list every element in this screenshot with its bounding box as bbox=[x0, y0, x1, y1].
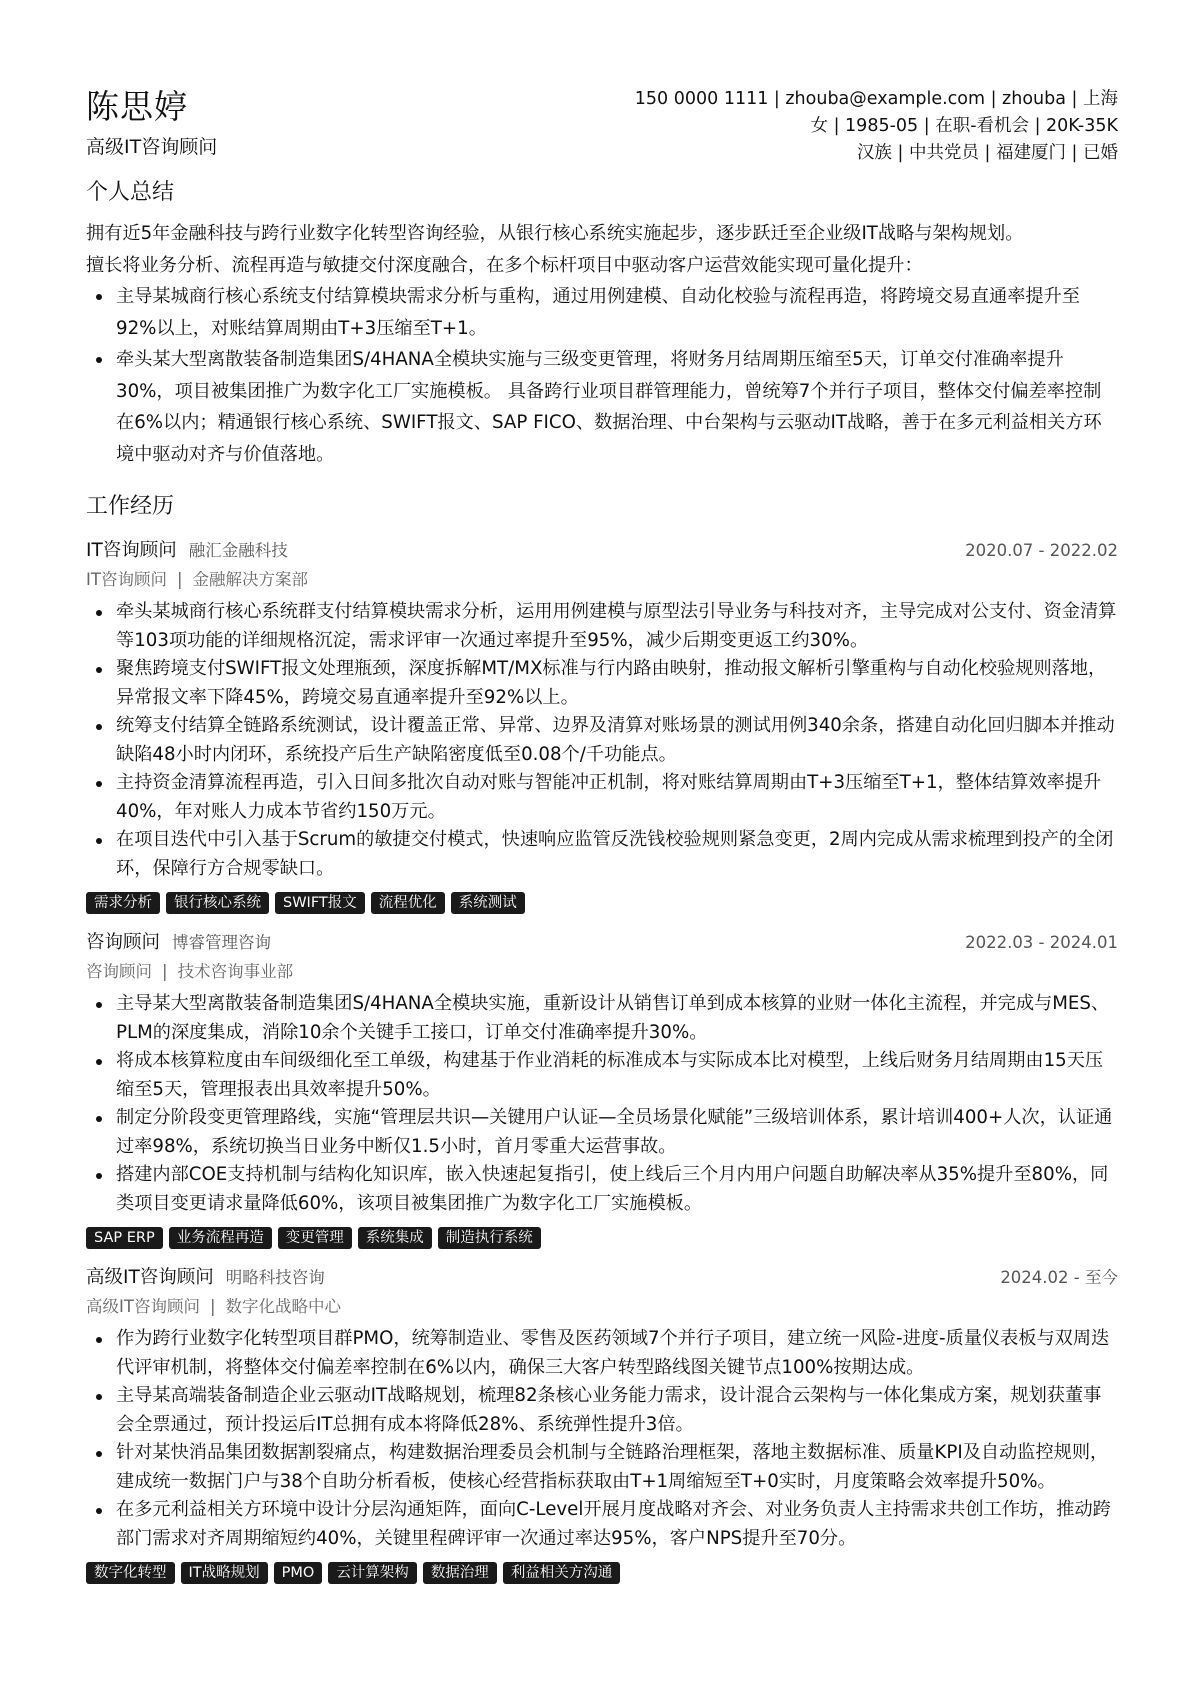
job-header bbox=[86, 928, 1118, 958]
job-bullet: 在多元利益相关方环境中设计分层沟通矩阵，面向C-Level开展月度战略对齐会、对业务负责人主持需求共创工作坊，推动跨部门需求对齐周期缩短约40%，关键里程碑评审一次通过率达95%，客户NPS提升至70分。 bbox=[86, 1496, 1118, 1553]
skill-tag: PMO bbox=[274, 1562, 323, 1584]
skill-tag: 系统集成 bbox=[358, 1227, 432, 1249]
skill-tag: 业务流程再造 bbox=[169, 1227, 272, 1249]
job-entry bbox=[86, 536, 1118, 914]
job-bullet: 统筹支付结算全链路系统测试，设计覆盖正常、异常、边界及清算对账场景的测试用例340余条，搭建自动化回归脚本并推动缺陷48小时内闭环，系统投产后生产缺陷密度低至0.08个/千功能点。 bbox=[86, 712, 1118, 769]
job-bullet: 将成本核算粒度由车间级细化至工单级，构建基于作业消耗的标准成本与实际成本比对模型，上线后财务月结周期由15天压缩至5天，管理报表出具效率提升50%。 bbox=[86, 1047, 1118, 1104]
summary-paragraph: 擅长将业务分析、流程再造与敏捷交付深度融合，在多个标杆项目中驱动客户运营效能实现可量化提升： bbox=[86, 254, 923, 276]
job-bullets bbox=[86, 1325, 1118, 1553]
job-bullet: 在项目迭代中引入基于Scrum的敏捷交付模式，快速响应监管反洗钱校验规则紧急变更，2周内完成从需求梳理到投产的全闭环，保障行方合规零缺口。 bbox=[86, 826, 1118, 883]
job-title: 咨询顾问 bbox=[86, 932, 161, 953]
summary-paragraph: 拥有近5年金融科技与跨行业数字化转型咨询经验，从银行核心系统实施起步，逐步跃迁至企业级IT战略与架构规划。 bbox=[86, 223, 1024, 244]
job-date: 2020.07 - 2022.02 bbox=[965, 541, 1118, 560]
skill-tag: 需求分析 bbox=[86, 892, 160, 914]
contact-line: 汉族 | 中共党员 | 福建厦门 | 已婚 bbox=[856, 143, 1118, 163]
job-position: IT咨询顾问 bbox=[86, 570, 167, 589]
skill-tag: SWIFT报文 bbox=[275, 892, 365, 914]
job-department: 技术咨询事业部 bbox=[177, 962, 294, 981]
job-bullet: 搭建内部COE支持机制与结构化知识库，嵌入快速起复指引，使上线后三个月内用户问题自助解决率从35%提升至80%，同类项目变更请求量降低60%，该项目被集团推广为数字化工厂实施模板。 bbox=[86, 1161, 1118, 1218]
job-entry bbox=[86, 928, 1118, 1249]
job-company: 融汇金融科技 bbox=[188, 541, 288, 560]
job-bullet: 主持资金清算流程再造，引入日间多批次自动对账与智能冲正机制，将对账结算周期由T+3压缩至T+1，整体结算效率提升40%，年对账人力成本节省约150万元。 bbox=[86, 769, 1118, 826]
skill-tags bbox=[86, 1562, 1118, 1584]
job-bullet: 牵头某城商行核心系统群支付结算模块需求分析，运用用例建模与原型法引导业务与科技对齐，主导完成对公支付、资金清算等103项功能的详细规格沉淀，需求评审一次通过率提升至95%，减少后期变更返工约30%。 bbox=[86, 598, 1118, 655]
work-section-title: 工作经历 bbox=[86, 494, 175, 519]
summary-bullet: 主导某城商行核心系统支付结算模块需求分析与重构，通过用例建模、自动化校验与流程再造，将跨境交易直通率提升至92%以上，对账结算周期由T+3压缩至T+1。 bbox=[86, 281, 1118, 344]
contact-info bbox=[635, 86, 1118, 167]
skill-tag: SAP ERP bbox=[86, 1227, 163, 1249]
candidate-name: 陈思婷 bbox=[86, 87, 188, 126]
skill-tag: 制造执行系统 bbox=[438, 1227, 541, 1249]
job-bullets bbox=[86, 990, 1118, 1218]
job-date: 2022.03 - 2024.01 bbox=[965, 933, 1118, 952]
skill-tag: 流程优化 bbox=[371, 892, 445, 914]
job-position: 高级IT咨询顾问 bbox=[86, 1297, 200, 1316]
job-department: 金融解决方案部 bbox=[192, 570, 309, 589]
job-title: 高级IT咨询顾问 bbox=[86, 1267, 214, 1288]
job-title: IT咨询顾问 bbox=[86, 540, 177, 561]
job-department-line bbox=[86, 1293, 1118, 1321]
summary-bullet: 牵头某大型离散装备制造集团S/4HANA全模块实施与三级变更管理，将财务月结周期压缩至5天，订单交付准确率提升30%，项目被集团推广为数字化工厂实施模板。 具备跨行业项目群管理能力，曾统筹7个并行子项目，整体交付偏差率控制在6%以内；精通银行核心系统、SWIFT报文、SAP FICO、数据治理、中台架构与云驱动IT战略，善于在多元利益相关方环境中驱动对齐与价值落地。 bbox=[86, 344, 1118, 470]
resume-header bbox=[86, 86, 1118, 178]
summary-section bbox=[86, 218, 1118, 470]
job-bullet: 针对某快消品集团数据割裂痛点，构建数据治理委员会机制与全链路治理框架，落地主数据标准、质量KPI及自动监控规则，建成统一数据门户与38个自助分析看板，使核心经营指标获取由T+1周缩短至T+0实时，月度策略会效率提升50%。 bbox=[86, 1439, 1118, 1496]
job-date: 2024.02 - 至今 bbox=[1000, 1268, 1118, 1287]
job-bullet: 主导某大型离散装备制造集团S/4HANA全模块实施，重新设计从销售订单到成本核算的业财一体化主流程，并完成与MES、PLM的深度集成，消除10余个关键手工接口，订单交付准确率提升30%。 bbox=[86, 990, 1118, 1047]
job-header bbox=[86, 1263, 1118, 1293]
skill-tag: 云计算架构 bbox=[328, 1562, 417, 1584]
job-bullet: 制定分阶段变更管理路线，实施“管理层共识—关键用户认证—全员场景化赋能”三级培训体系，累计培训400+人次，认证通过率98%，系统切换当日业务中断仅1.5小时，首月零重大运营事故。 bbox=[86, 1104, 1118, 1161]
skill-tag: 利益相关方沟通 bbox=[503, 1562, 621, 1584]
skill-tags bbox=[86, 892, 1118, 914]
skill-tag: 银行核心系统 bbox=[166, 892, 269, 914]
job-bullets bbox=[86, 598, 1118, 883]
skill-tag: 变更管理 bbox=[278, 1227, 352, 1249]
job-department-line bbox=[86, 958, 1118, 986]
job-separator: | bbox=[162, 962, 168, 981]
job-entry bbox=[86, 1263, 1118, 1584]
skill-tag: 数据治理 bbox=[423, 1562, 497, 1584]
job-company: 博睿管理咨询 bbox=[172, 933, 272, 952]
summary-section-title: 个人总结 bbox=[86, 180, 175, 205]
job-bullet: 聚焦跨境支付SWIFT报文处理瓶颈，深度拆解MT/MX标准与行内路由映射，推动报文解析引擎重构与自动化校验规则落地，异常报文率下降45%，跨境交易直通率提升至92%以上。 bbox=[86, 655, 1118, 712]
skill-tags bbox=[86, 1227, 1118, 1249]
job-bullet: 主导某高端装备制造企业云驱动IT战略规划，梳理82条核心业务能力需求，设计混合云架构与一体化集成方案，规划获董事会全票通过，预计投运后IT总拥有成本将降低28%、系统弹性提升3倍。 bbox=[86, 1382, 1118, 1439]
job-position: 咨询顾问 bbox=[86, 962, 152, 981]
skill-tag: 系统测试 bbox=[451, 892, 525, 914]
summary-bullets bbox=[86, 281, 1118, 470]
job-bullet: 作为跨行业数字化转型项目群PMO，统筹制造业、零售及医药领域7个并行子项目，建立统一风险-进度-质量仪表板与双周迭代评审机制，将整体交付偏差率控制在6%以内，确保三大客户转型路线图关键节点100%按期达成。 bbox=[86, 1325, 1118, 1382]
skill-tag: IT战略规划 bbox=[181, 1562, 268, 1584]
job-company: 明略科技咨询 bbox=[225, 1268, 325, 1287]
contact-line: 女 | 1985-05 | 在职-看机会 | 20K-35K bbox=[810, 116, 1118, 136]
job-separator: | bbox=[209, 1297, 216, 1316]
contact-line: 150 0000 1111 | zhouba@example.com | zhouba | 上海 bbox=[634, 89, 1118, 109]
job-department-line bbox=[86, 566, 1118, 594]
job-header bbox=[86, 536, 1118, 566]
job-department: 数字化战略中心 bbox=[225, 1297, 342, 1316]
candidate-role: 高级IT咨询顾问 bbox=[86, 136, 218, 158]
skill-tag: 数字化转型 bbox=[86, 1562, 175, 1584]
job-separator: | bbox=[176, 570, 183, 589]
